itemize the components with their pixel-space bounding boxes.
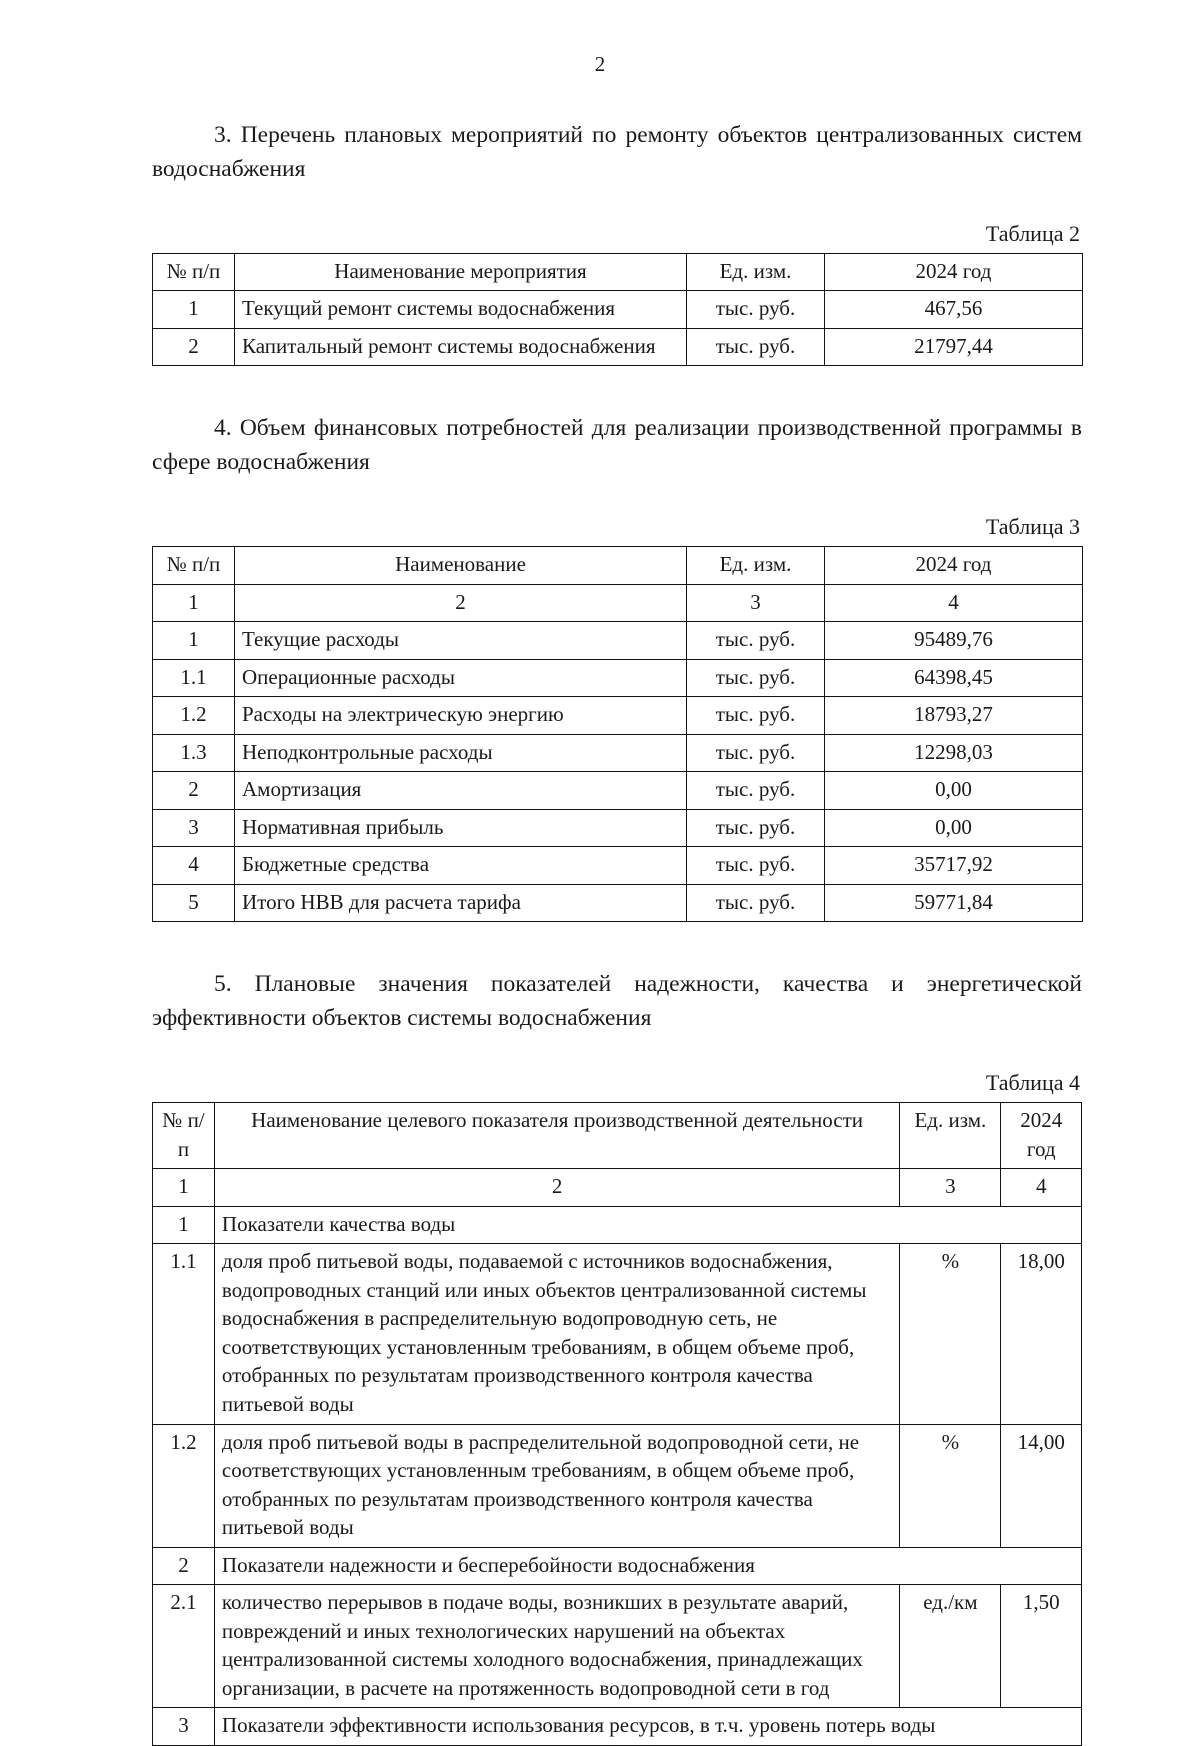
table3-row6-no: 4 — [153, 847, 235, 885]
table2 — [152, 253, 1083, 367]
table4-row2-no: 1.2 — [153, 1424, 215, 1547]
table4-header-no: № п/п — [153, 1103, 215, 1169]
table3-row3-no: 1.3 — [153, 734, 235, 772]
table4-row4-unit: ед./км — [900, 1585, 1001, 1708]
table2-row1-name: Капитальный ремонт системы водоснабжения — [235, 328, 687, 366]
table3-row5-no: 3 — [153, 809, 235, 847]
table2-header-unit: Ед. изм. — [687, 253, 825, 291]
spacer — [152, 1036, 1082, 1070]
table2-row0-unit: тыс. руб. — [687, 291, 825, 329]
section-heading-5-text: 5. Плановые значения показателей надежности, качества и энергетической эффективности объектов системы водоснабжения — [152, 971, 1082, 1032]
table2-row0-name: Текущий ремонт системы водоснабжения — [235, 291, 687, 329]
table-row — [153, 884, 1083, 922]
table3-row2-name: Расходы на электрическую энергию — [235, 697, 687, 735]
table4-numbering-1: 1 — [153, 1169, 215, 1207]
table3-row0-unit: тыс. руб. — [687, 622, 825, 660]
section-heading-3-text: 3. Перечень плановых мероприятий по ремонту объектов централизованных систем водоснабжения — [152, 122, 1082, 182]
table2-row1-unit: тыс. руб. — [687, 328, 825, 366]
table3-row1-no: 1.1 — [153, 659, 235, 697]
table4-header-year: 2024 год — [1001, 1103, 1082, 1169]
table-row-group — [153, 1708, 1082, 1746]
table3-row6-unit: тыс. руб. — [687, 847, 825, 885]
table-row — [153, 734, 1083, 772]
table3-row2-value: 18793,27 — [825, 697, 1083, 735]
table3-header-name: Наименование — [235, 546, 687, 584]
section-heading-4-text: 4. Объем финансовых потребностей для реализации производственной программы в сфере водоснабжения — [152, 415, 1082, 476]
table4-row3-name: Показатели надежности и бесперебойности водоснабжения — [214, 1547, 1081, 1585]
table-row — [153, 291, 1083, 329]
table-row — [153, 772, 1083, 810]
table2-row0-no: 1 — [153, 291, 235, 329]
table4-row2-unit: % — [900, 1424, 1001, 1547]
table3-row3-unit: тыс. руб. — [687, 734, 825, 772]
table3-row5-value: 0,00 — [825, 809, 1083, 847]
table4 — [152, 1102, 1082, 1746]
table-row — [153, 1244, 1082, 1424]
table3 — [152, 546, 1083, 922]
table4-row3-no: 2 — [153, 1547, 215, 1585]
table2-caption: Таблица 2 — [985, 220, 1080, 246]
table3-row1-name: Операционные расходы — [235, 659, 687, 697]
table4-numbering-4: 4 — [1001, 1169, 1082, 1207]
table4-row1-unit: % — [900, 1244, 1001, 1424]
table2-header-row — [153, 253, 1083, 291]
page-number: 2 — [594, 52, 606, 76]
table3-header-no: № п/п — [153, 546, 235, 584]
table3-row4-name: Амортизация — [235, 772, 687, 810]
table3-row7-name: Итого НВВ для расчета тарифа — [235, 884, 687, 922]
table4-row1-value: 18,00 — [1001, 1244, 1082, 1424]
table-row — [153, 1424, 1082, 1547]
spacer — [152, 187, 1082, 221]
table3-row4-unit: тыс. руб. — [687, 772, 825, 810]
table4-row0-no: 1 — [153, 1206, 215, 1244]
table-row — [153, 847, 1083, 885]
table3-row6-value: 35717,92 — [825, 847, 1083, 885]
table-row — [153, 622, 1083, 660]
table4-row4-no: 2.1 — [153, 1585, 215, 1708]
table2-row0-value: 467,56 — [825, 291, 1083, 329]
table4-row2-name: доля проб питьевой воды в распределительной водопроводной сети, не соответствующих установленным требованиям, в общем объеме проб, отобранных по результатам производственного контроля качества питьевой воды — [214, 1424, 899, 1547]
table3-row2-unit: тыс. руб. — [687, 697, 825, 735]
table2-header-name: Наименование мероприятия — [235, 253, 687, 291]
table3-numbering-row — [153, 584, 1083, 622]
table-row — [153, 1585, 1082, 1708]
table4-numbering-3: 3 — [900, 1169, 1001, 1207]
table3-row4-value: 0,00 — [825, 772, 1083, 810]
table-row-group — [153, 1206, 1082, 1244]
section-heading-3 — [152, 119, 1082, 187]
table3-row3-name: Неподконтрольные расходы — [235, 734, 687, 772]
table3-row5-unit: тыс. руб. — [687, 809, 825, 847]
table-row — [153, 697, 1083, 735]
table2-row1-no: 2 — [153, 328, 235, 366]
table3-row1-unit: тыс. руб. — [687, 659, 825, 697]
table-row — [153, 659, 1083, 697]
table2-header-no: № п/п — [153, 253, 235, 291]
table-row — [153, 328, 1083, 366]
table3-header-year: 2024 год — [825, 546, 1083, 584]
table4-caption: Таблица 4 — [985, 1070, 1080, 1096]
table4-row5-no: 3 — [153, 1708, 215, 1746]
section-heading-4 — [152, 412, 1082, 480]
table3-row0-value: 95489,76 — [825, 622, 1083, 660]
spacer — [152, 922, 1082, 968]
table3-numbering-4: 4 — [825, 584, 1083, 622]
table4-row0-name: Показатели качества воды — [214, 1206, 1081, 1244]
table2-row1-value: 21797,44 — [825, 328, 1083, 366]
table4-row1-no: 1.1 — [153, 1244, 215, 1424]
table3-row5-name: Нормативная прибыль — [235, 809, 687, 847]
section-heading-5 — [152, 968, 1082, 1036]
table4-header-unit: Ед. изм. — [900, 1103, 1001, 1169]
table4-header-row — [153, 1103, 1082, 1169]
spacer — [152, 366, 1082, 412]
table3-numbering-3: 3 — [687, 584, 825, 622]
table2-header-year: 2024 год — [825, 253, 1083, 291]
table-row — [153, 809, 1083, 847]
table3-row4-no: 2 — [153, 772, 235, 810]
table4-row4-name: количество перерывов в подаче воды, возникших в результате аварий, повреждений и иных технологических нарушений на объектах централизованной системы холодного водоснабжения, принадлежащих организации, в расчете на протяженность водопроводной сети в год — [214, 1585, 899, 1708]
table4-row2-value: 14,00 — [1001, 1424, 1082, 1547]
table-row-group — [153, 1547, 1082, 1585]
table3-row1-value: 64398,45 — [825, 659, 1083, 697]
table3-header-row — [153, 546, 1083, 584]
table3-numbering-2: 2 — [235, 584, 687, 622]
table4-row4-value: 1,50 — [1001, 1585, 1082, 1708]
table4-row5-name: Показатели эффективности использования ресурсов, в т.ч. уровень потерь воды — [214, 1708, 1081, 1746]
table3-row7-no: 5 — [153, 884, 235, 922]
table3-row2-no: 1.2 — [153, 697, 235, 735]
spacer — [152, 480, 1082, 514]
table3-row3-value: 12298,03 — [825, 734, 1083, 772]
table4-numbering-2: 2 — [214, 1169, 899, 1207]
table4-row1-name: доля проб питьевой воды, подаваемой с источников водоснабжения, водопроводных станций или иных объектов централизованной системы водоснабжения в распределительную водопроводную сеть, не соответствующих установленным требованиям, в общем объеме проб, отобранных по результатам производственного контроля качества питьевой воды — [214, 1244, 899, 1424]
table3-header-unit: Ед. изм. — [687, 546, 825, 584]
table3-row0-no: 1 — [153, 622, 235, 660]
table4-header-name: Наименование целевого показателя производственной деятельности — [214, 1103, 899, 1169]
table3-row7-value: 59771,84 — [825, 884, 1083, 922]
table3-row7-unit: тыс. руб. — [687, 884, 825, 922]
table3-numbering-1: 1 — [153, 584, 235, 622]
table4-numbering-row — [153, 1169, 1082, 1207]
table3-row6-name: Бюджетные средства — [235, 847, 687, 885]
table3-row0-name: Текущие расходы — [235, 622, 687, 660]
table3-caption: Таблица 3 — [985, 513, 1080, 539]
